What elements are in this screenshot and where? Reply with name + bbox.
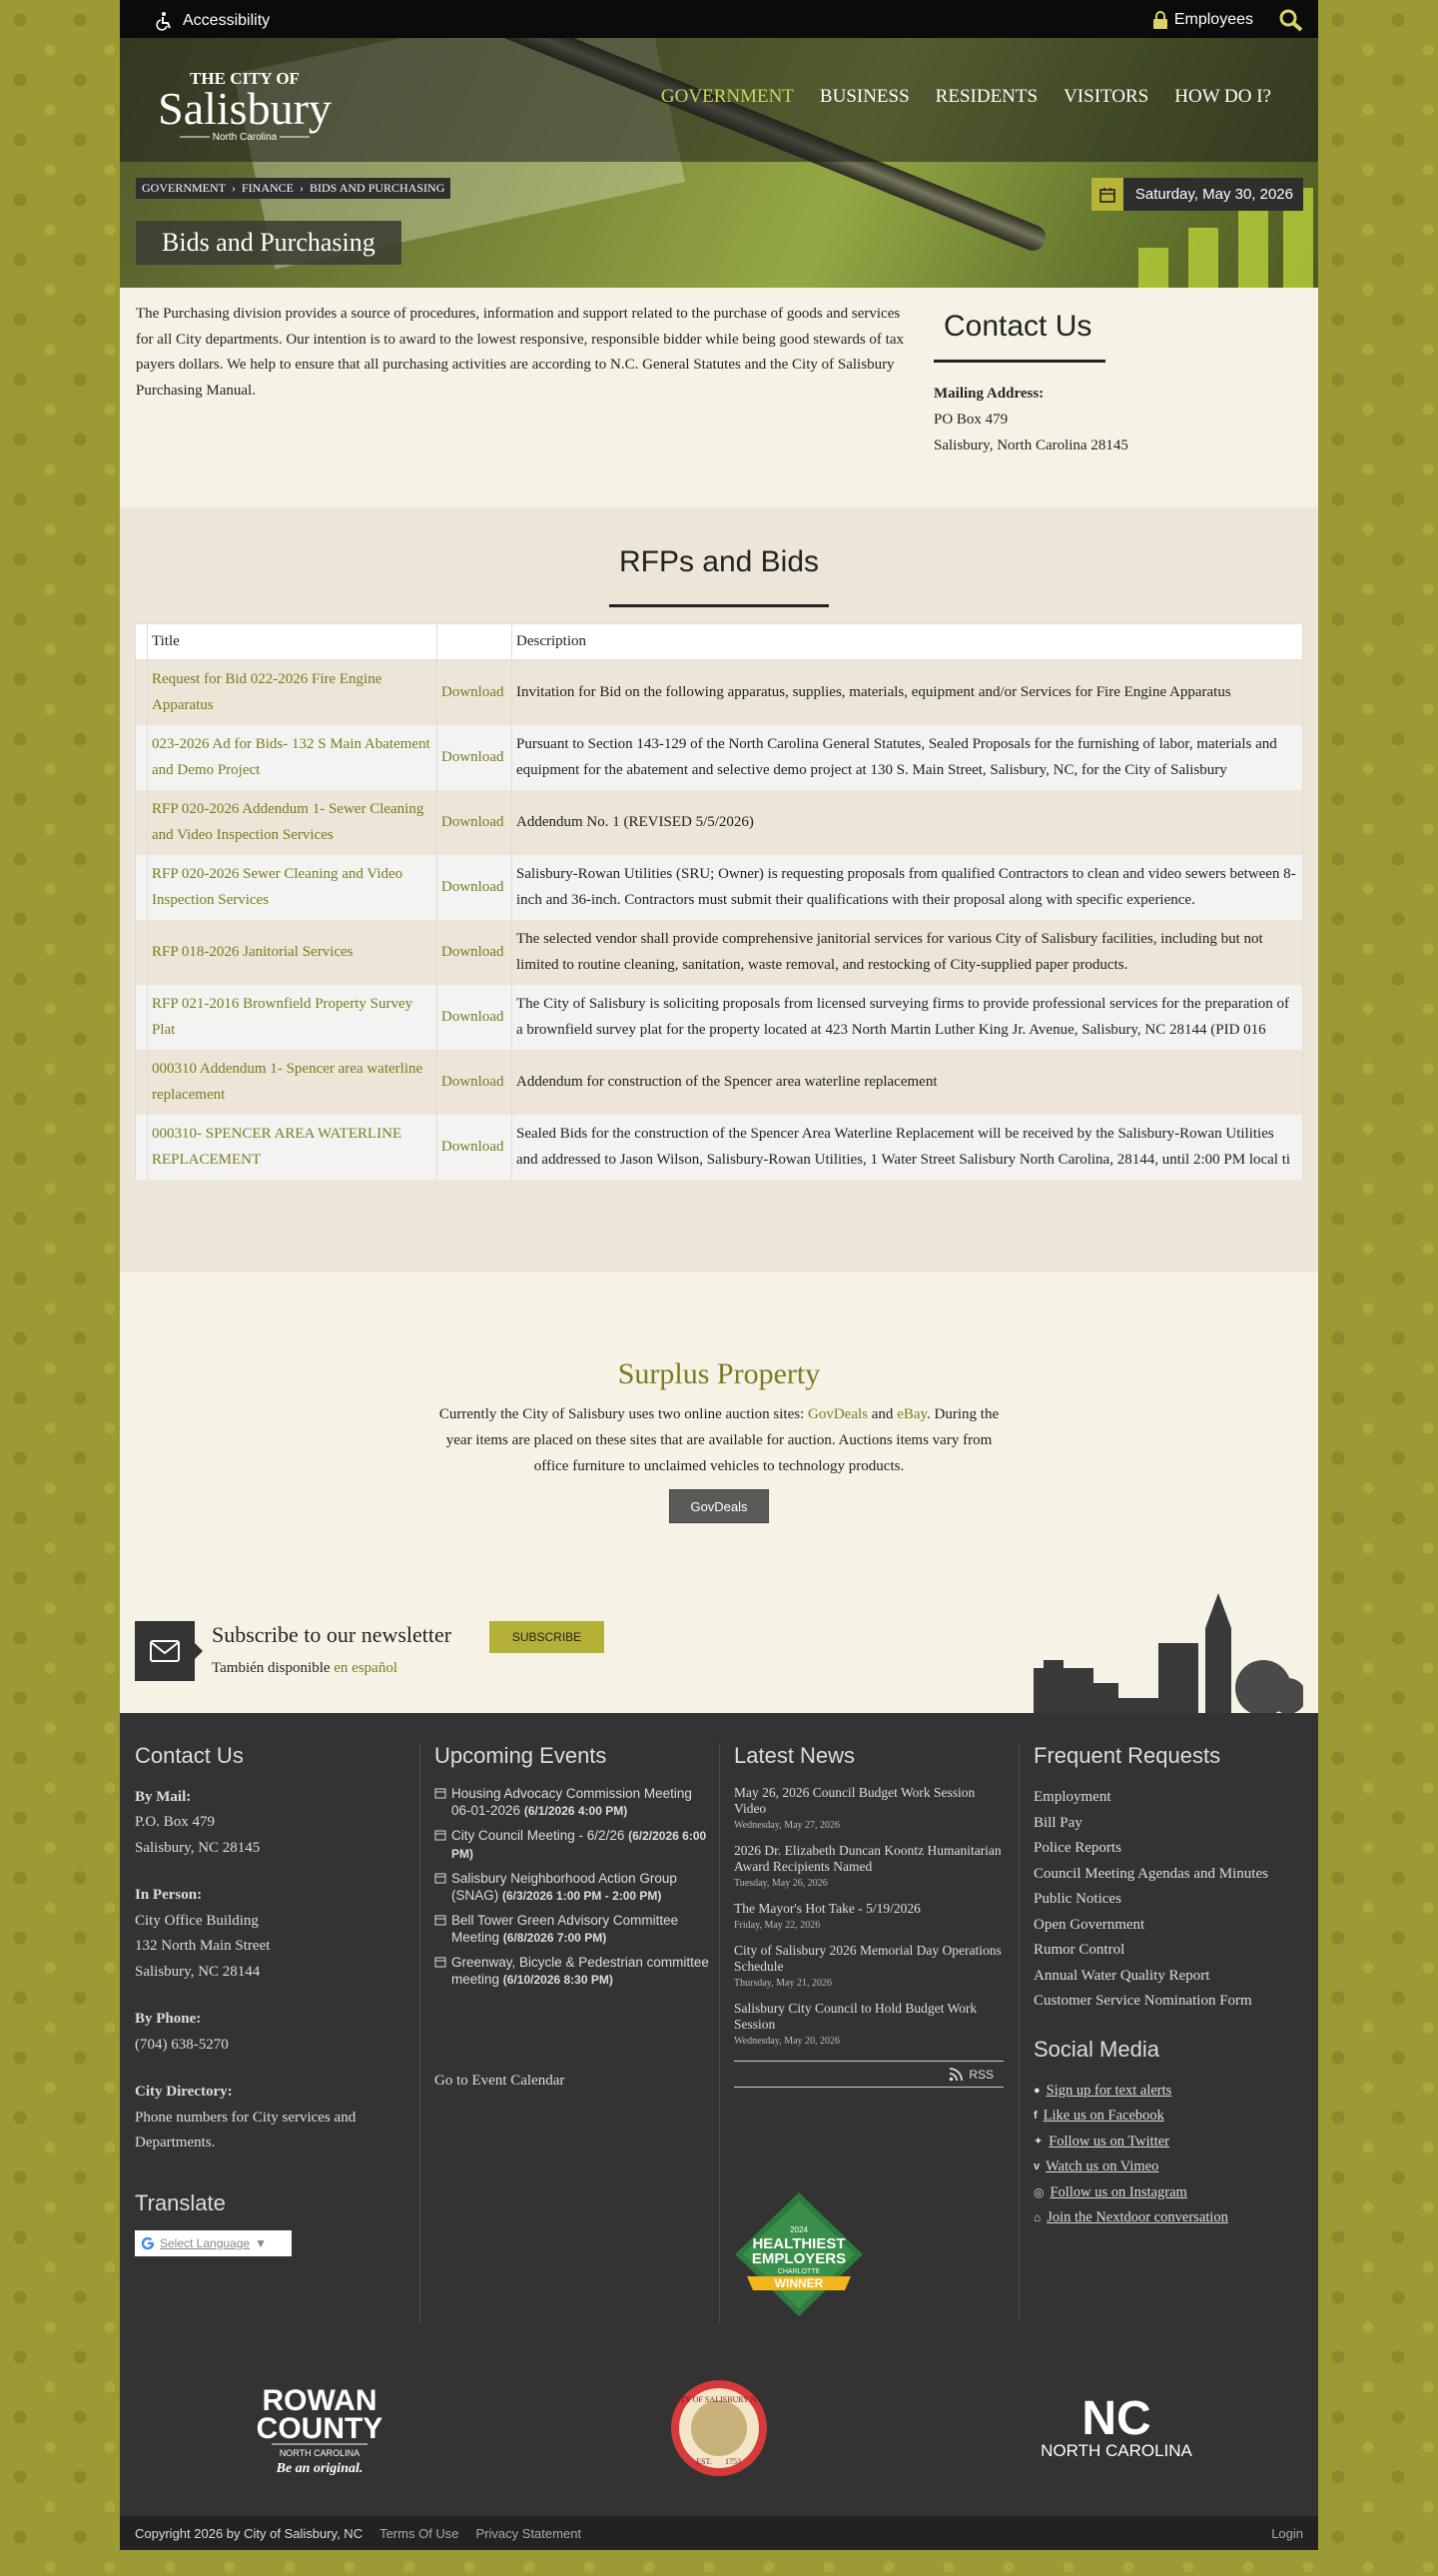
bid-title-link[interactable]: 000310 Addendum 1- Spencer area waterline replacement (152, 1061, 423, 1103)
news-item[interactable]: City of Salisbury 2026 Memorial Day Operations Schedule Thursday, May 21, 2026 (734, 1943, 1002, 1989)
social-twitter[interactable]: ✦ Follow us on Twitter (1034, 2130, 1303, 2155)
bid-title-cell (148, 1115, 437, 1180)
bid-download-cell (437, 790, 512, 855)
intro-text: The Purchasing division provides a source of procedures, information and support related to the purchase of goods and services for all City departments. Our intention is to award to the lowest responsive, responsible bidder while being good stewards of tax payers dollars. We help to ensure that all purchasing activities are according to N.C. General Statutes and the City of Salisbury Purchasing Manual. (136, 306, 905, 399)
svg-text:WINNER: WINNER (774, 2276, 824, 2290)
request-employment[interactable]: Employment (1034, 1789, 1111, 1805)
bid-title-cell (148, 790, 437, 855)
city-logo[interactable] (140, 54, 350, 154)
bid-title-cell (148, 920, 437, 985)
bid-title-cell (148, 660, 437, 726)
header-title: Title (148, 624, 437, 660)
bid-download-cell (437, 1050, 512, 1115)
request-public-notices[interactable]: Public Notices (1034, 1891, 1121, 1907)
north-carolina-logo[interactable] (1041, 2392, 1192, 2460)
footer-news (734, 1743, 1004, 2088)
accessibility-link[interactable] (155, 11, 270, 31)
bid-title-link[interactable]: RFP 021-2016 Brownfield Property Survey Plat (152, 996, 413, 1038)
bid-download-cell (437, 660, 512, 726)
main-nav-bar (120, 38, 1318, 162)
city-skyline-graphic (1034, 1588, 1303, 1713)
page-title: Bids and Purchasing (136, 221, 401, 265)
calendar-icon (434, 1872, 446, 1884)
table-row (136, 1115, 1303, 1180)
surplus-title: Surplus Property (617, 1357, 821, 1390)
request-water-quality[interactable]: Annual Water Quality Report (1034, 1967, 1210, 1984)
calendar-icon (434, 1914, 446, 1926)
bid-title-cell (148, 985, 437, 1050)
svg-text:1753: 1753 (725, 2457, 741, 2466)
svg-text:CHARLOTTE: CHARLOTTE (777, 2268, 821, 2275)
bid-description: The selected vendor shall provide comprehensive janitorial services for various City of Salisbury facilities, including but not limited to routine cleaning, sanitation, waste removal, and restocking of City-supplied paper products. (512, 920, 1303, 985)
table-row (136, 1050, 1303, 1115)
bid-download-link[interactable]: Download (441, 1008, 504, 1025)
site-footer (120, 1713, 1318, 2516)
bid-title-link[interactable]: 000310- SPENCER AREA WATERLINE REPLACEMENT (152, 1126, 402, 1168)
healthiest-employers-badge (729, 2190, 869, 2320)
newsletter-title: Subscribe to our newsletter (212, 1622, 452, 1647)
bid-download-link[interactable]: Download (441, 943, 504, 960)
event-item[interactable]: Greenway, Bicycle & Pedestrian committee meeting (6/10/2026 8:30 PM) (434, 1954, 714, 1989)
footer-contact: Contact Us By Mail: P.O. Box 479 Salisbury, NC 28145 In Person: City Office Building 132 North Main Street Salisbury, NC 28144 By Phone: (704) 638-5270 City Directory: Phone numbers for City services and Departments. (135, 1743, 404, 2178)
table-header-row (136, 624, 1303, 660)
nav-visitors[interactable]: VISITORS (1064, 86, 1149, 107)
rfps-title: RFPs and Bids (618, 545, 820, 578)
twitter-icon: ✦ (1034, 2135, 1044, 2147)
language-select[interactable]: Select Language ▼ (135, 2230, 292, 2256)
bid-title-cell (148, 855, 437, 920)
bid-title-link[interactable]: RFP 020-2026 Sewer Cleaning and Video Inspection Services (152, 866, 403, 908)
lock-icon (1152, 11, 1168, 29)
chat-icon: ● (1034, 2084, 1041, 2097)
bid-download-cell (437, 920, 512, 985)
translate-widget (135, 2190, 292, 2256)
copyright-text: Copyright 2026 by City of Salisbury, NC (135, 2526, 363, 2541)
logo-line1: THE CITY OF (190, 69, 300, 88)
svg-text:NORTH CAROLINA: NORTH CAROLINA (1041, 2441, 1192, 2460)
bid-description: Sealed Bids for the construction of the Spencer Area Waterline Replacement will be received by the Salisbury-Rowan Utilities and addressed to Jason Wilson, Salisbury-Rowan Utilities, 1 Water Street Salisbury North Carolina, 28144, until 2:00 PM local ti (512, 1115, 1303, 1180)
footer-contact-title: Contact Us (135, 1743, 244, 1768)
header-spacer (136, 624, 148, 660)
surplus-text: Currently the City of Salisbury uses two online auction sites: GovDeals and eBay. During the year items are placed on these sites that are available for auction. Auctions items vary from office furniture to unclaimed vehicles to technology products. (438, 1406, 1000, 1474)
dropdown-arrow-icon: ▼ (255, 2236, 267, 2250)
rss-link[interactable]: RSS (734, 2061, 1004, 2088)
news-item[interactable]: May 26, 2026 Council Budget Work Session Video Wednesday, May 27, 2026 (734, 1785, 976, 1831)
date-display (1091, 178, 1303, 211)
news-item[interactable]: 2026 Dr. Elizabeth Duncan Koontz Humanitarian Award Recipients Named Tuesday, May 26, 2026 (734, 1843, 1002, 1889)
social-title: Social Media (1034, 2036, 1159, 2062)
top-bar (120, 0, 1318, 38)
vimeo-icon: v (1034, 2160, 1041, 2172)
table-row (136, 985, 1303, 1050)
translate-title: Translate (135, 2190, 226, 2215)
svg-text:COUNTY: COUNTY (256, 2412, 383, 2445)
hero-banner (120, 38, 1318, 288)
mailing-address (934, 381, 1283, 458)
bid-description: Invitation for Bid on the following apparatus, supplies, materials, equipment and/or Services for Fire Engine Apparatus (512, 660, 1303, 726)
bid-title-link[interactable]: RFP 018-2026 Janitorial Services (152, 943, 354, 960)
bid-description: Pursuant to Section 143-129 of the North Carolina General Statutes, Sealed Proposals for the furnishing of labor, materials and equipment for the abatement and selective demo project at 130 S. Main Street, Salisbury, NC, for the City of Salisbury (512, 725, 1303, 790)
mailing-label: Mailing Address: (934, 386, 1045, 402)
social-vimeo[interactable]: v Watch us on Vimeo (1034, 2154, 1303, 2180)
breadcrumb-government[interactable]: GOVERNMENT (142, 181, 226, 195)
bid-title-link[interactable]: Request for Bid 022-2026 Fire Engine Apparatus (152, 671, 382, 713)
bid-download-link[interactable]: Download (441, 1073, 504, 1090)
event-item[interactable]: Bell Tower Green Advisory Committee Meeting (6/8/2026 7:00 PM) (434, 1912, 714, 1947)
phone-link[interactable]: (704) 638-5270 (135, 2036, 229, 2053)
nav-business[interactable]: BUSINESS (819, 86, 910, 107)
govdeals-link[interactable]: GovDeals (808, 1406, 869, 1422)
svg-text:ROWAN: ROWAN (262, 2384, 377, 2417)
newsletter-section (120, 1588, 1318, 1713)
social-links (1034, 2079, 1303, 2231)
privacy-link[interactable]: Privacy Statement (475, 2526, 582, 2541)
chevron-right-icon: › (232, 181, 236, 195)
footer-requests (1034, 1743, 1303, 2231)
social-facebook[interactable]: f Like us on Facebook (1034, 2104, 1303, 2130)
login-link[interactable]: Login (1271, 2526, 1303, 2541)
home-icon: ⌂ (1034, 2210, 1042, 2224)
partner-logos (120, 2372, 1318, 2482)
mailing-line2: Salisbury, North Carolina 28145 (934, 437, 1128, 453)
request-nomination-form[interactable]: Customer Service Nomination Form (1034, 1993, 1252, 2009)
instagram-icon: ◎ (1034, 2184, 1045, 2199)
svg-text:Be an original.: Be an original. (276, 2461, 363, 2476)
surplus-section (120, 1272, 1318, 1601)
city-seal-logo[interactable] (671, 2380, 767, 2476)
svg-text:CITY OF SALISBURY N.C.: CITY OF SALISBURY N.C. (672, 2395, 766, 2404)
logo-line2: Salisbury (158, 83, 332, 134)
google-icon (141, 2236, 155, 2250)
social-nextdoor[interactable]: ⌂ Join the Nextdoor conversation (1034, 2205, 1303, 2231)
directory-link[interactable]: Phone numbers for City services and Departments. (135, 2109, 357, 2150)
search-icon[interactable] (1278, 8, 1304, 32)
employees-link[interactable] (1152, 11, 1253, 29)
event-item[interactable]: City Council Meeting - 6/2/26 (6/2/2026 6:00 PM) (434, 1827, 714, 1863)
request-open-government[interactable]: Open Government (1034, 1916, 1145, 1933)
calendar-icon (434, 1787, 446, 1799)
spanish-link[interactable]: en español (334, 1660, 397, 1676)
govdeals-button[interactable]: GovDeals (669, 1489, 769, 1523)
table-row (136, 725, 1303, 790)
event-calendar-link[interactable]: Go to Event Calendar (434, 2073, 565, 2089)
request-council-agendas[interactable]: Council Meeting Agendas and Minutes (1034, 1865, 1268, 1882)
social-instagram[interactable]: ◎ Follow us on Instagram (1034, 2180, 1303, 2206)
calendar-icon (434, 1956, 446, 1968)
event-item[interactable]: Housing Advocacy Commission Meeting 06-01-2026 (6/1/2026 4:00 PM) (434, 1785, 714, 1820)
bid-title-cell (148, 1050, 437, 1115)
bids-table (135, 623, 1303, 1180)
breadcrumb-current: BIDS AND PURCHASING (310, 181, 445, 195)
contact-box (934, 300, 1283, 458)
bid-description: Salisbury-Rowan Utilities (SRU; Owner) is requesting proposals from qualified Contractors to clean and video sewers between 8-inch and 36-inch. Contractors must submit their qualifications with their proposal along with specific experience. (512, 855, 1303, 920)
current-date: Saturday, May 30, 2026 (1134, 186, 1293, 203)
wheelchair-icon (155, 11, 175, 31)
bid-download-cell (437, 1115, 512, 1180)
svg-text:EST.: EST. (696, 2457, 712, 2466)
subscribe-button[interactable]: SUBSCRIBE (489, 1621, 604, 1653)
main-nav (661, 86, 1271, 108)
bid-download-link[interactable]: Download (441, 683, 504, 700)
table-row (136, 790, 1303, 855)
facebook-icon: f (1034, 2110, 1038, 2122)
bid-title-cell (148, 725, 437, 790)
bid-download-cell (437, 985, 512, 1050)
header-description: Description (512, 624, 1303, 660)
envelope-icon (135, 1621, 195, 1681)
breadcrumb (136, 178, 450, 199)
bid-download-link[interactable]: Download (441, 1138, 504, 1155)
request-bill-pay[interactable]: Bill Pay (1034, 1814, 1082, 1831)
rfps-underline (609, 604, 829, 607)
nav-residents[interactable]: RESIDENTS (935, 86, 1039, 107)
footer-events (434, 1743, 714, 2089)
svg-text:NORTH CAROLINA: NORTH CAROLINA (279, 2448, 360, 2458)
page (120, 0, 1318, 2550)
bid-download-cell (437, 855, 512, 920)
employees-label: Employees (1173, 11, 1253, 28)
ebay-link[interactable]: eBay (897, 1406, 928, 1422)
accessibility-label: Accessibility (183, 12, 271, 29)
bid-title-link[interactable]: RFP 020-2026 Addendum 1- Sewer Cleaning and Video Inspection Services (152, 801, 424, 843)
nav-government[interactable]: GOVERNMENT (660, 86, 794, 107)
events-title: Upcoming Events (434, 1743, 607, 1768)
requests-title: Frequent Requests (1034, 1743, 1221, 1768)
table-row (136, 855, 1303, 920)
svg-text:2024: 2024 (790, 2225, 808, 2234)
header-download (437, 624, 512, 660)
rss-icon (949, 2068, 963, 2082)
svg-text:NC: NC (1081, 2392, 1151, 2445)
bid-description: The City of Salisbury is soliciting proposals from licensed surveying firms to provide professional services for the preparation of a brownfield survey plat for the property located at 423 North Martin Luther King Jr. Avenue, Salisbury, NC 28144 (PID 016 (512, 985, 1303, 1050)
copyright-bar (120, 2516, 1318, 2550)
bid-download-link[interactable]: Download (441, 748, 504, 765)
table-row (136, 660, 1303, 726)
chevron-right-icon: › (300, 181, 305, 195)
social-text-alerts[interactable]: ● Sign up for text alerts (1034, 2079, 1303, 2105)
news-item[interactable]: The Mayor's Hot Take - 5/19/2026 Friday, May 22, 2026 (734, 1901, 921, 1931)
spanish-option: También disponible en español (212, 1660, 397, 1676)
bid-download-link[interactable]: Download (441, 813, 504, 830)
rowan-county-logo[interactable] (257, 2384, 383, 2476)
terms-link[interactable]: Terms Of Use (379, 2526, 459, 2541)
news-item[interactable]: Salisbury City Council to Hold Budget Work Session Wednesday, May 20, 2026 (734, 2001, 978, 2047)
svg-text:EMPLOYERS: EMPLOYERS (751, 2250, 847, 2267)
rfps-section (120, 507, 1318, 1272)
nav-how-do-i[interactable]: HOW DO I? (1174, 86, 1271, 107)
bid-description: Addendum for construction of the Spencer area waterline replacement (512, 1050, 1303, 1115)
svg-text:HEALTHIEST: HEALTHIEST (752, 2235, 846, 2252)
calendar-icon (1091, 178, 1123, 211)
request-police-reports[interactable]: Police Reports (1034, 1840, 1121, 1856)
news-title: Latest News (734, 1743, 856, 1768)
mailing-line1: PO Box 479 (934, 412, 1009, 428)
bid-download-link[interactable]: Download (441, 878, 504, 895)
contact-title: Contact Us (934, 300, 1105, 363)
breadcrumb-finance[interactable]: FINANCE (242, 181, 295, 195)
logo-line3: North Carolina (212, 132, 278, 143)
table-row (136, 920, 1303, 985)
bid-title-link[interactable]: 023-2026 Ad for Bids- 132 S Main Abatement and Demo Project (152, 736, 430, 778)
event-item[interactable]: Salisbury Neighborhood Action Group (SNAG) (6/3/2026 1:00 PM - 2:00 PM) (434, 1870, 714, 1905)
calendar-icon (434, 1829, 446, 1841)
bid-description: Addendum No. 1 (REVISED 5/5/2026) (512, 790, 1303, 855)
bid-download-cell (437, 725, 512, 790)
request-rumor-control[interactable]: Rumor Control (1034, 1942, 1125, 1958)
